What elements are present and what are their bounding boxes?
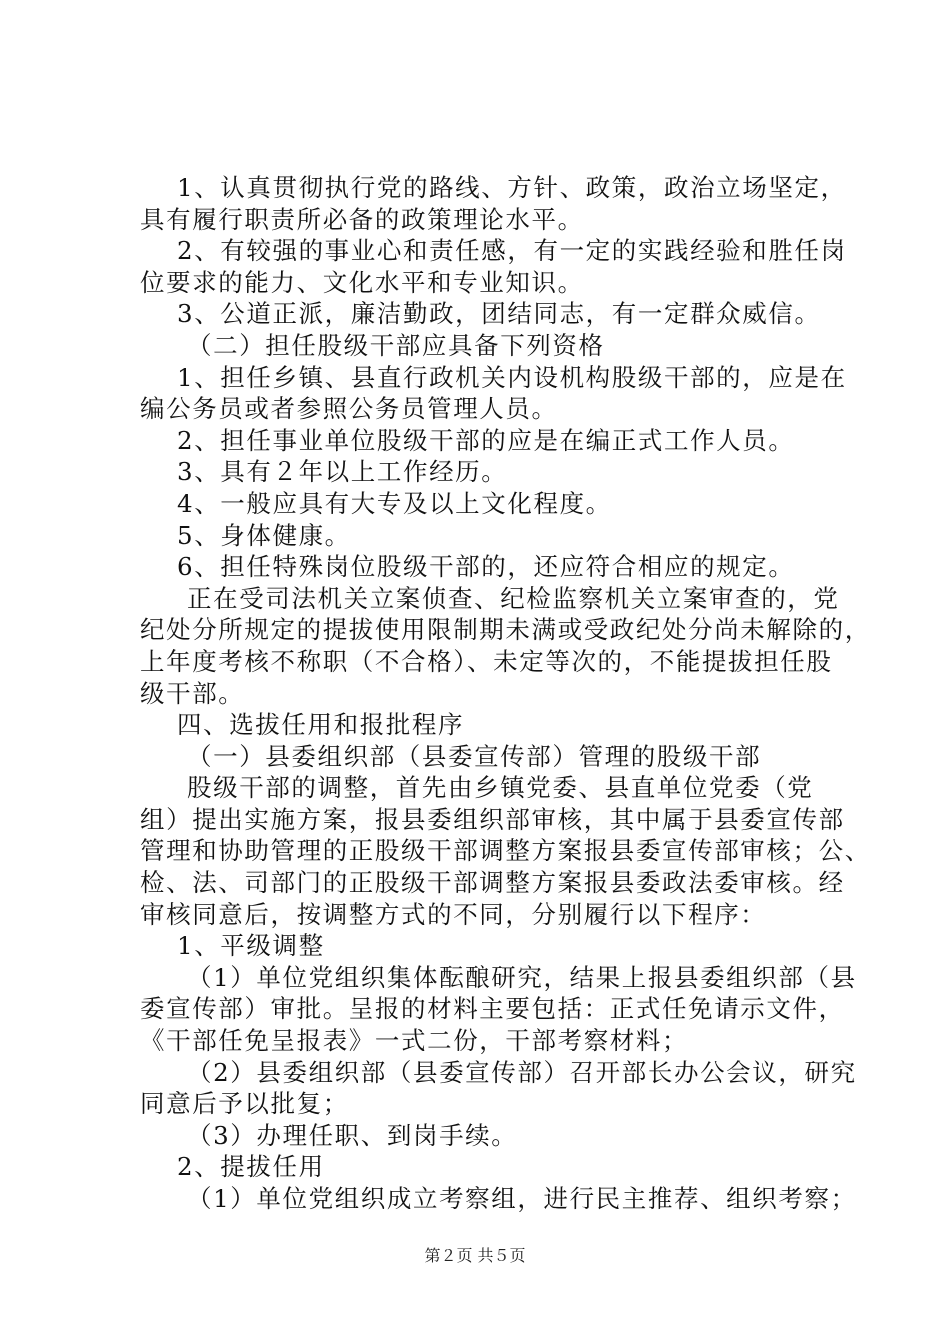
text-line: 上年度考核不称职（不合格）、未定等次的，不能提拔担任股 — [140, 646, 833, 676]
text-line: 检、法、司部门的正股级干部调整方案报县委政法委审核。经 — [140, 868, 845, 898]
text-line: 《干部任免呈报表》一式二份，干部考察材料； — [140, 1026, 689, 1056]
text-line: 组）提出实施方案，报县委组织部审核，其中属于县委宣传部 — [140, 804, 845, 834]
text-line: 5、身体健康。 — [177, 520, 351, 550]
text-line: 编公务员或者参照公务员管理人员。 — [140, 394, 558, 424]
text-line: 委宣传部）审批。呈报的材料主要包括：正式任免请示文件， — [140, 994, 845, 1024]
text-line: 1、认真贯彻执行党的路线、方针、政策，政治立场坚定， — [177, 173, 847, 202]
text-line: 3、具有２年以上工作经历。 — [177, 457, 508, 487]
text-line: 股级干部的调整，首先由乡镇党委、县直单位党委（党 — [187, 773, 814, 803]
text-line: 3、公道正派，廉洁勤政，团结同志，有一定群众威信。 — [177, 299, 821, 329]
text-line: 6、担任特殊岗位股级干部的，还应符合相应的规定。 — [177, 552, 795, 582]
text-line: 2、有较强的事业心和责任感，有一定的实践经验和胜任岗 — [177, 236, 847, 266]
text-line: （1）单位党组织集体酝酿研究，结果上报县委组织部（县 — [187, 962, 857, 992]
text-line: 正在受司法机关立案侦查、纪检监察机关立案审查的，党 — [187, 583, 840, 613]
text-line: 具有履行职责所必备的政策理论水平。 — [140, 204, 584, 234]
text-line: 1、担任乡镇、县直行政机关内设机构股级干部的，应是在 — [177, 362, 847, 392]
text-line: （一）县委组织部（县委宣传部）管理的股级干部 — [187, 741, 762, 771]
document-body — [140, 172, 871, 1215]
text-line: 2、提拔任用 — [177, 1152, 325, 1182]
text-line: （1）单位党组织成立考察组，进行民主推荐、组织考察； — [187, 1184, 857, 1213]
text-line: 4、一般应具有大专及以上文化程度。 — [177, 488, 612, 518]
text-line: 2、担任事业单位股级干部的应是在编正式工作人员。 — [177, 425, 795, 455]
text-line: 纪处分所规定的提拔使用限制期未满或受政纪处分尚未解除的， — [140, 615, 871, 645]
text-line: 级干部。 — [140, 678, 245, 708]
text-line: 1、平级调整 — [177, 931, 325, 961]
text-line: 四、选拔任用和报批程序 — [177, 710, 465, 740]
text-line: 管理和协助管理的正股级干部调整方案报县委宣传部审核；公、 — [140, 836, 871, 866]
text-line: 同意后予以批复； — [140, 1089, 349, 1119]
text-line: （2）县委组织部（县委宣传部）召开部长办公会议，研究 — [187, 1057, 857, 1087]
text-line: （3）办理任职、到岗手续。 — [187, 1120, 518, 1150]
page-footer: 第２页 共５页 — [424, 1246, 526, 1265]
text-line: （二）担任股级干部应具备下列资格 — [187, 330, 605, 360]
text-line: 位要求的能力、文化水平和专业知识。 — [140, 267, 584, 297]
text-line: 审核同意后，按调整方式的不同，分别履行以下程序： — [140, 899, 767, 929]
